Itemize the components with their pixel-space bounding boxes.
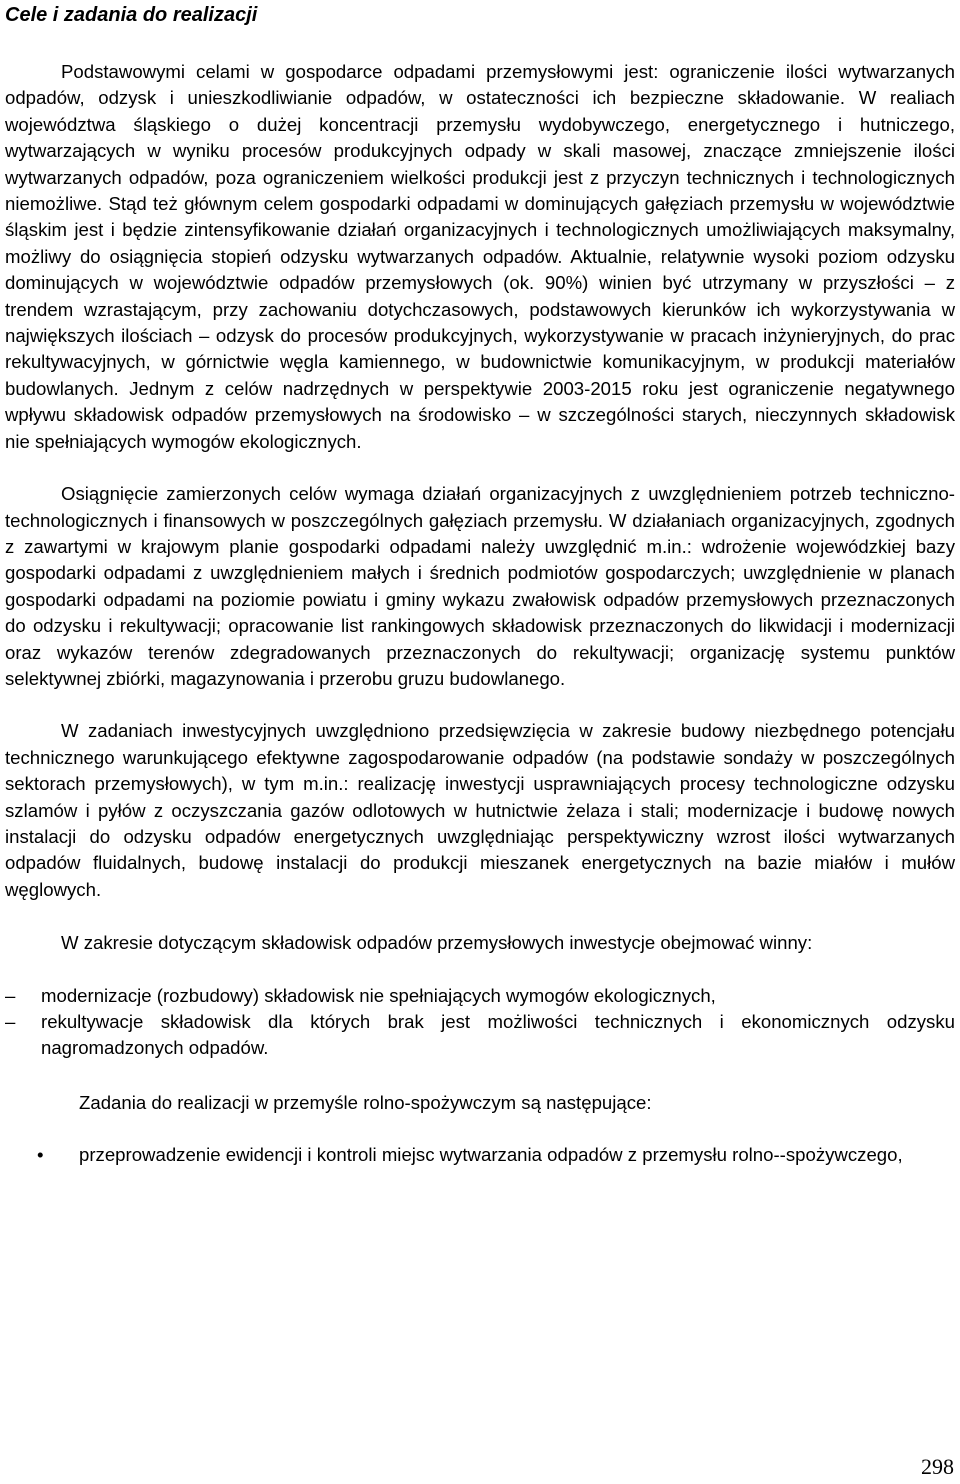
- list-item: [5, 983, 955, 1009]
- agri-food-task-list: [5, 1142, 955, 1168]
- paragraph-organizational: Osiągnięcie zamierzonych celów wymaga działań organizacyjnych z uwzględnieniem potrzeb techniczno-technologicznych i finansowych w poszczególnych gałęziach przemysłu. W działaniach organizacyjnych, zgodnych z zawartymi w krajowym planie gospodarki odpadami należy uwzględnić m.in.: wdrożenie wojewódzkiej bazy gospodarki odpadami z uwzględnieniem małych i średnich podmiotów gospodarczych; uwzględnienie w planach gospodarki odpadami na poziomie powiatu i gminy wykazu zwałowisk odpadów przemysłowych przeznaczonych do odzysku i rekultywacji; opracowanie list rankingowych składowisk przeznaczonych do likwidacji i modernizacji oraz wykazów terenów zdegradowanych przeznaczonych do rekultywacji; organizację systemu punktów selektywnej zbiórki, magazynowania i przerobu gruzu budowlanego.: [5, 483, 955, 689]
- section-heading: Cele i zadania do realizacji: [5, 4, 258, 26]
- paragraph-goals: Podstawowymi celami w gospodarce odpadami przemysłowymi jest: ograniczenie ilości wytwarzanych odpadów, odzysk i unieszkodliwianie odpadów, w ostateczności ich bezpieczne składowanie. W realiach województwa śląskiego o dużej koncentracji przemysłu wydobywczego, energetycznego i hutniczego, wytwarzających w wyniku procesów produkcyjnych odpady w skali masowej, znaczące zmniejszenie ilości wytwarzanych odpadów, poza ograniczeniem wielkości produkcji jest z przyczyn technicznych i technologicznych niemożliwe. Stąd też głównym celem gospodarki odpadami w dominujących gałęziach przemysłu w województwie śląskim jest i będzie zintensyfikowanie działań organizacyjnych i technologicznych umożliwiających maksymalny, możliwy do osiągnięcia stopień odzysku wytwarzanych odpadów. Aktualnie, relatywnie wysoki poziom odzysku dominujących w województwie odpadów przemysłowych (ok. 90%) winien być utrzymany w przyszłości – z trendem wzrastającym, przy zachowaniu dotychczasowych, podstawowych kierunków ich wykorzystywania w największych ilościach – odzysk do procesów produkcyjnych, wykorzystywanie w pracach inżynieryjnych, do prac rekultywacyjnych, w górnictwie węgla kamiennego, w budownictwie komunikacyjnym, w produkcji materiałów budowlanych. Jednym z celów nadrzędnych w perspektywie 2003-2015 roku jest ograniczenie negatywnego wpływu składowisk odpadów przemysłowych na środowisko – w szczególności starych, nieczynnych składowisk nie spełniających wymogów ekologicznych.: [5, 61, 955, 452]
- dash-marker: –: [5, 1011, 16, 1032]
- list-item-text: przeprowadzenie ewidencji i kontroli miejsc wytwarzania odpadów z przemysłu rolno--spożywczego,: [79, 1144, 903, 1166]
- document-page: [5, 0, 955, 1169]
- landfill-investment-list: [5, 983, 955, 1062]
- page-number: 298: [921, 1454, 954, 1479]
- agri-food-intro: Zadania do realizacji w przemyśle rolno-spożywczym są następujące:: [79, 1091, 652, 1113]
- list-item-text: rekultywacje składowisk dla których brak jest możliwości technicznych i ekonomicznych odzysku nagromadzonych odpadów.: [41, 1011, 955, 1059]
- paragraph-landfill-intro: W zakresie dotyczącym składowisk odpadów przemysłowych inwestycje obejmować winny:: [61, 932, 813, 954]
- list-item: [5, 1009, 955, 1062]
- bullet-marker: •: [37, 1144, 44, 1166]
- paragraph-investment: W zadaniach inwestycyjnych uwzględniono przedsięwzięcia w zakresie budowy niezbędnego potencjału technicznego warunkującego efektywne zagospodarowanie odpadów (na podstawie sondaży w poszczególnych sektorach przemysłowych), w tym m.in.: realizację inwestycji usprawniających procesy technologiczne odzysku szlamów i pyłów z oczyszczania gazów odlotowych w hutnictwie żelaza i stali; modernizacje i budowę nowych instalacji do odzysku odpadów energetycznych uwzględniając perspektywiczny wzrost ilości wytwarzanych odpadów fluidalnych, budowę instalacji do produkcji mieszanek energetycznych na bazie miałów i mułów węglowych.: [5, 720, 955, 900]
- list-item-text: modernizacje (rozbudowy) składowisk nie spełniających wymogów ekologicznych,: [41, 984, 716, 1006]
- dash-marker: –: [5, 984, 16, 1006]
- list-item: [5, 1142, 955, 1168]
